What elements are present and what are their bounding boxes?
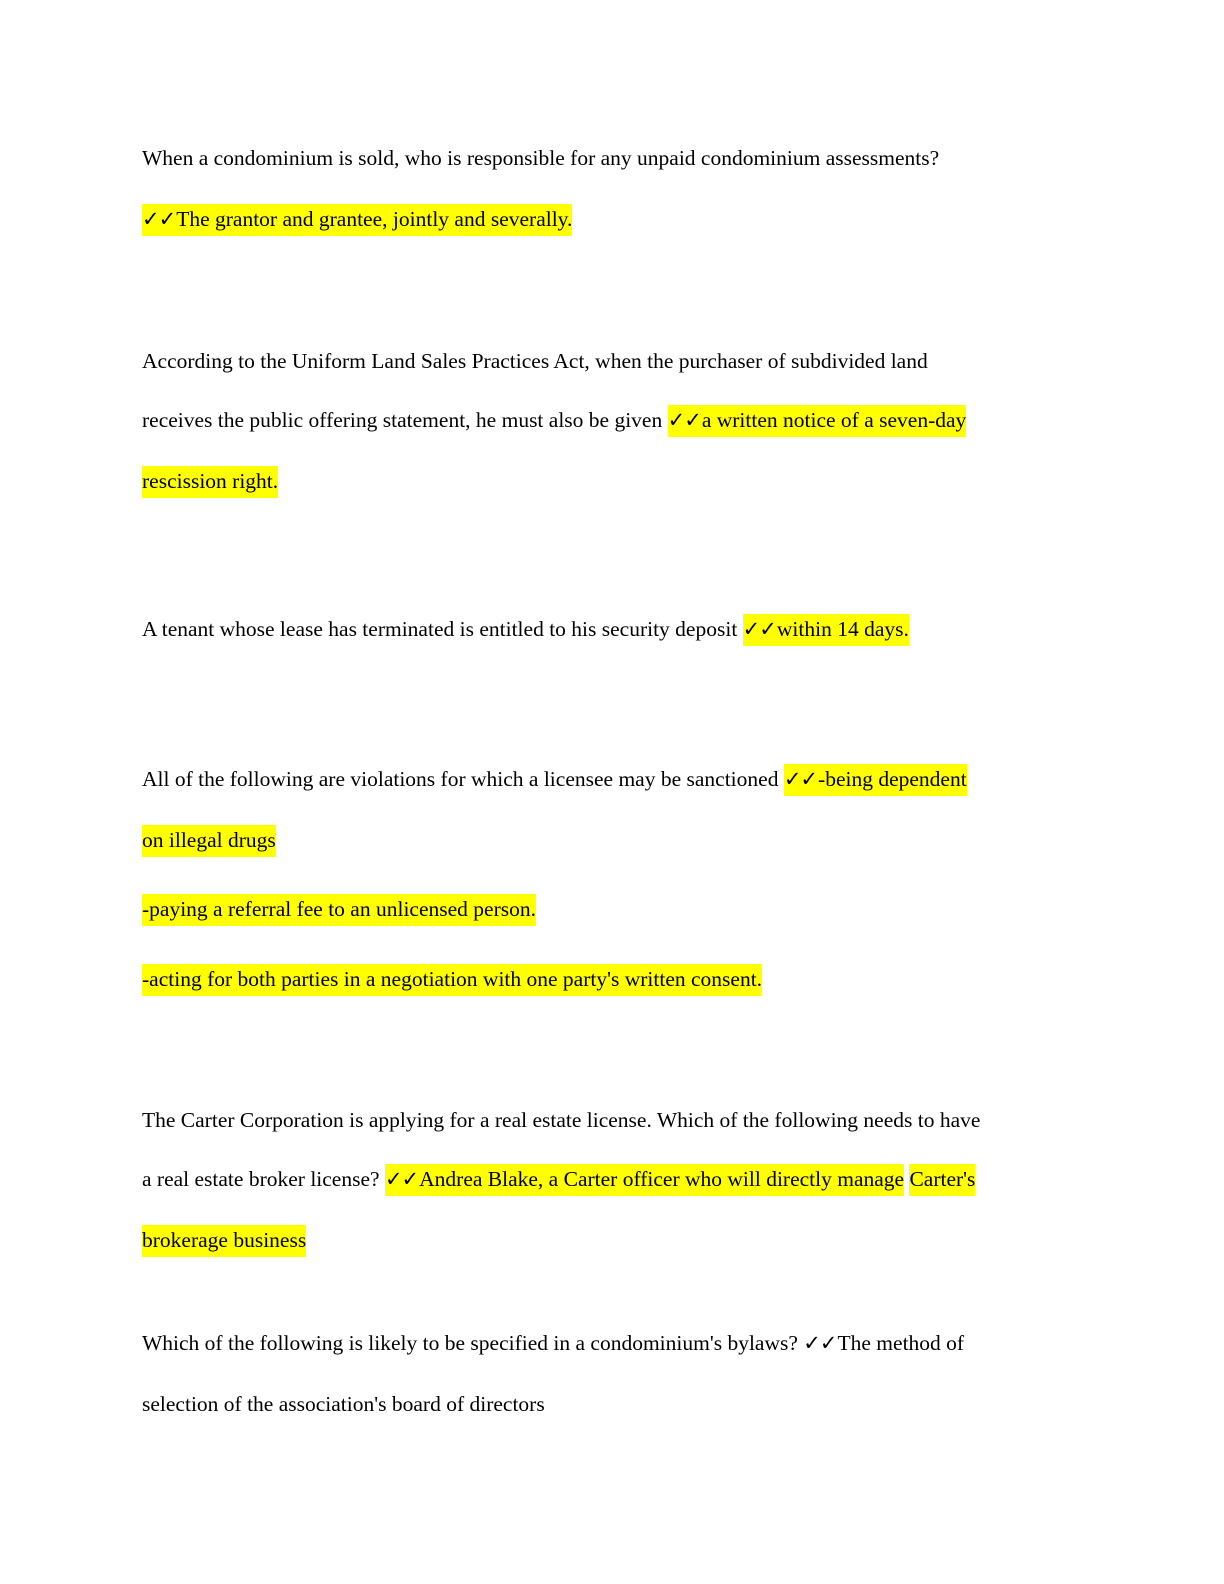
check-icon: ✓✓ bbox=[783, 767, 818, 791]
answer-1-line-1 bbox=[142, 204, 572, 234]
answer-highlight: on illegal drugs bbox=[142, 825, 276, 857]
answer-2-line-2 bbox=[142, 466, 278, 496]
check-icon: ✓✓ bbox=[142, 207, 176, 231]
answer-4-line-3 bbox=[142, 894, 536, 924]
answer-4-line-4 bbox=[142, 964, 762, 994]
check-icon: ✓✓ bbox=[667, 408, 701, 432]
answer-6-line-2: selection of the association's board of directors bbox=[142, 1392, 545, 1416]
answer-highlight: brokerage business bbox=[142, 1225, 306, 1257]
answer-5-line-3 bbox=[142, 1225, 306, 1255]
answer-highlight: -acting for both parties in a negotiation with one party's written consent. bbox=[142, 964, 762, 996]
answer-highlight: -paying a referral fee to an unlicensed person. bbox=[142, 894, 536, 926]
answer-highlight: ✓✓Andrea Blake, a Carter officer who will directly manage bbox=[385, 1164, 904, 1196]
check-icon: ✓✓ bbox=[803, 1331, 837, 1355]
answer-highlight: rescission right. bbox=[142, 466, 278, 498]
answer-highlight: ✓✓The grantor and grantee, jointly and severally. bbox=[142, 204, 572, 236]
question-3-line-1: A tenant whose lease has terminated is entitled to his security deposit ✓✓within 14 days. bbox=[142, 614, 909, 644]
question-2-line-1: According to the Uniform Land Sales Practices Act, when the purchaser of subdivided land bbox=[142, 349, 928, 373]
answer-highlight: ✓✓within 14 days. bbox=[743, 614, 909, 646]
question-2-line-2: receives the public offering statement, he must also be given ✓✓a written notice of a seven-day bbox=[142, 405, 966, 435]
check-icon: ✓✓ bbox=[742, 617, 776, 641]
check-icon: ✓✓ bbox=[384, 1167, 419, 1191]
question-1-line-1: When a condominium is sold, who is responsible for any unpaid condominium assessments? bbox=[142, 146, 940, 170]
question-4-line-1: All of the following are violations for which a licensee may be sanctioned ✓✓-being dependent bbox=[142, 764, 967, 794]
question-5-line-2: a real estate broker license? ✓✓Andrea Blake, a Carter officer who will directly manage Carter's bbox=[142, 1164, 975, 1194]
answer-highlight: Carter's bbox=[909, 1164, 975, 1196]
answer-highlight: ✓✓a written notice of a seven-day bbox=[668, 405, 967, 437]
question-6-line-1: Which of the following is likely to be specified in a condominium's bylaws? ✓✓The method of bbox=[142, 1331, 965, 1355]
question-5-line-1: The Carter Corporation is applying for a real estate license. Which of the following needs to have bbox=[142, 1108, 981, 1132]
answer-highlight: ✓✓-being dependent bbox=[784, 764, 967, 796]
answer-4-line-2 bbox=[142, 825, 276, 855]
